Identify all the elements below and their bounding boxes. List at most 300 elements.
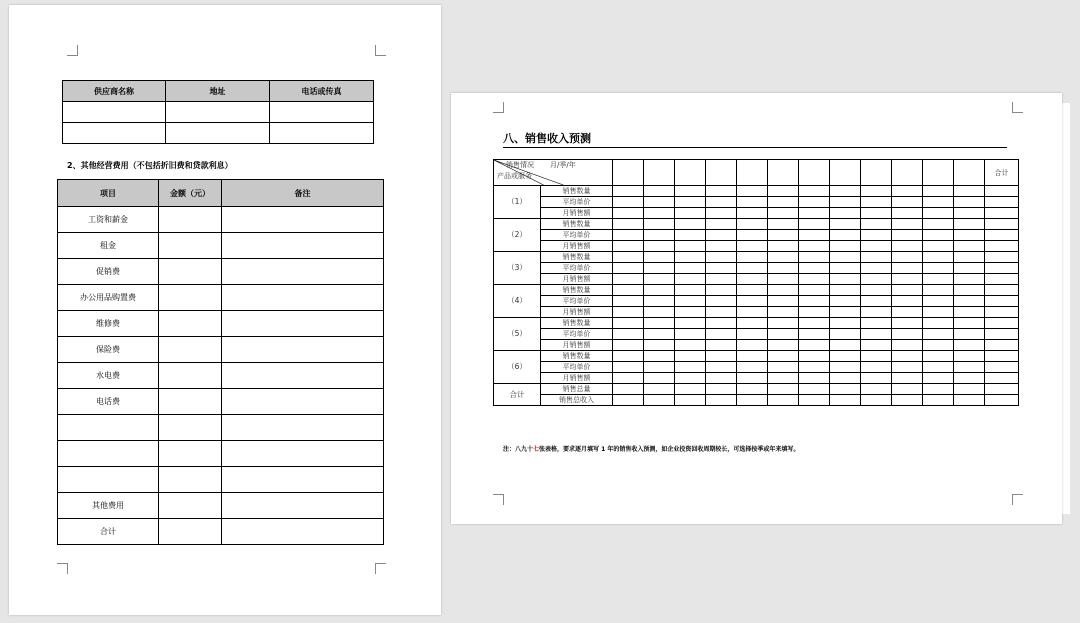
month-value-cell[interactable] [861, 351, 892, 362]
month-value-cell[interactable] [613, 274, 644, 285]
month-value-cell[interactable] [768, 208, 799, 219]
month-value-cell[interactable] [830, 329, 861, 340]
month-value-cell[interactable] [706, 186, 737, 197]
expense-note-cell[interactable] [222, 285, 384, 311]
month-value-cell[interactable] [830, 318, 861, 329]
month-value-cell[interactable] [799, 208, 830, 219]
month-value-cell[interactable] [923, 197, 954, 208]
month-value-cell[interactable] [737, 384, 768, 395]
expense-amount-cell[interactable] [159, 311, 222, 337]
month-value-cell[interactable] [892, 230, 923, 241]
expense-amount-cell[interactable] [159, 363, 222, 389]
month-value-cell[interactable] [768, 318, 799, 329]
expense-note-cell[interactable] [222, 441, 384, 467]
month-value-cell[interactable] [644, 219, 675, 230]
month-value-cell[interactable] [737, 340, 768, 351]
total-cell[interactable] [985, 197, 1019, 208]
month-value-cell[interactable] [799, 263, 830, 274]
month-value-cell[interactable] [923, 362, 954, 373]
total-metric-label: 销售总量 [541, 384, 613, 395]
month-value-cell[interactable] [799, 219, 830, 230]
month-value-cell[interactable] [799, 373, 830, 384]
expense-note-cell[interactable] [222, 389, 384, 415]
month-value-cell[interactable] [737, 318, 768, 329]
month-value-cell[interactable] [613, 219, 644, 230]
month-value-cell[interactable] [861, 263, 892, 274]
expense-amount-cell[interactable] [159, 285, 222, 311]
month-value-cell[interactable] [799, 351, 830, 362]
month-value-cell[interactable] [644, 351, 675, 362]
month-value-cell[interactable] [861, 274, 892, 285]
month-value-cell[interactable] [923, 351, 954, 362]
month-value-cell[interactable] [830, 230, 861, 241]
month-value-cell[interactable] [737, 285, 768, 296]
expense-note-cell[interactable] [222, 467, 384, 493]
month-value-cell[interactable] [706, 274, 737, 285]
expense-amount-cell[interactable] [159, 415, 222, 441]
month-value-cell[interactable] [613, 329, 644, 340]
month-value-cell[interactable] [954, 274, 985, 285]
month-value-cell[interactable] [706, 373, 737, 384]
month-value-cell[interactable] [954, 252, 985, 263]
month-value-cell[interactable] [954, 285, 985, 296]
month-value-cell[interactable] [644, 329, 675, 340]
month-value-cell[interactable] [706, 318, 737, 329]
expense-note-cell[interactable] [222, 415, 384, 441]
total-cell[interactable] [985, 230, 1019, 241]
month-value-cell[interactable] [830, 219, 861, 230]
month-value-cell[interactable] [613, 263, 644, 274]
month-value-cell[interactable] [892, 285, 923, 296]
month-value-cell[interactable] [768, 307, 799, 318]
month-value-cell[interactable] [644, 285, 675, 296]
month-value-cell[interactable] [737, 219, 768, 230]
month-value-cell[interactable] [923, 230, 954, 241]
month-value-cell[interactable] [644, 384, 675, 395]
table-cell[interactable] [63, 102, 166, 123]
month-value-cell[interactable] [830, 307, 861, 318]
total-cell[interactable] [985, 307, 1019, 318]
month-value-cell[interactable] [954, 197, 985, 208]
month-value-cell[interactable] [737, 208, 768, 219]
month-value-cell[interactable] [644, 241, 675, 252]
month-value-cell[interactable] [768, 263, 799, 274]
month-value-cell[interactable] [923, 384, 954, 395]
month-value-cell[interactable] [706, 395, 737, 406]
month-value-cell[interactable] [768, 329, 799, 340]
month-value-cell[interactable] [675, 197, 706, 208]
expense-amount-cell[interactable] [159, 467, 222, 493]
month-value-cell[interactable] [613, 318, 644, 329]
month-value-cell[interactable] [737, 362, 768, 373]
total-cell[interactable] [985, 362, 1019, 373]
month-value-cell[interactable] [954, 395, 985, 406]
month-value-cell[interactable] [737, 373, 768, 384]
month-value-cell[interactable] [861, 230, 892, 241]
month-value-cell[interactable] [644, 373, 675, 384]
month-value-cell[interactable] [613, 373, 644, 384]
month-value-cell[interactable] [954, 351, 985, 362]
total-cell[interactable] [985, 208, 1019, 219]
month-value-cell[interactable] [768, 230, 799, 241]
month-value-cell[interactable] [954, 384, 985, 395]
month-value-cell[interactable] [892, 252, 923, 263]
month-value-cell[interactable] [613, 241, 644, 252]
month-value-cell[interactable] [675, 307, 706, 318]
month-value-cell[interactable] [737, 197, 768, 208]
month-value-cell[interactable] [675, 318, 706, 329]
month-value-cell[interactable] [737, 296, 768, 307]
month-value-cell[interactable] [706, 252, 737, 263]
expense-amount-cell[interactable] [159, 519, 222, 545]
month-value-cell[interactable] [675, 384, 706, 395]
month-value-cell[interactable] [830, 241, 861, 252]
month-value-cell[interactable] [799, 395, 830, 406]
month-value-cell[interactable] [675, 395, 706, 406]
month-value-cell[interactable] [768, 296, 799, 307]
month-value-cell[interactable] [737, 263, 768, 274]
month-value-cell[interactable] [892, 373, 923, 384]
month-value-cell[interactable] [830, 186, 861, 197]
month-value-cell[interactable] [830, 373, 861, 384]
month-value-cell[interactable] [644, 296, 675, 307]
month-value-cell[interactable] [923, 274, 954, 285]
month-value-cell[interactable] [613, 362, 644, 373]
table-cell[interactable] [166, 102, 270, 123]
month-value-cell[interactable] [954, 186, 985, 197]
month-value-cell[interactable] [861, 362, 892, 373]
month-value-cell[interactable] [892, 241, 923, 252]
month-value-cell[interactable] [892, 197, 923, 208]
month-value-cell[interactable] [675, 241, 706, 252]
month-value-cell[interactable] [923, 252, 954, 263]
month-value-cell[interactable] [613, 384, 644, 395]
total-cell[interactable] [985, 241, 1019, 252]
total-cell[interactable] [985, 395, 1019, 406]
month-value-cell[interactable] [737, 241, 768, 252]
expense-amount-cell[interactable] [159, 259, 222, 285]
expense-note-cell[interactable] [222, 259, 384, 285]
month-value-cell[interactable] [644, 362, 675, 373]
month-value-cell[interactable] [644, 197, 675, 208]
month-value-cell[interactable] [675, 373, 706, 384]
month-value-cell[interactable] [737, 230, 768, 241]
month-value-cell[interactable] [861, 373, 892, 384]
total-cell[interactable] [985, 329, 1019, 340]
total-cell[interactable] [985, 219, 1019, 230]
expense-amount-cell[interactable] [159, 207, 222, 233]
month-value-cell[interactable] [861, 318, 892, 329]
month-value-cell[interactable] [892, 329, 923, 340]
month-value-cell[interactable] [644, 186, 675, 197]
total-cell[interactable] [985, 296, 1019, 307]
month-value-cell[interactable] [861, 384, 892, 395]
month-value-cell[interactable] [830, 340, 861, 351]
total-cell[interactable] [985, 263, 1019, 274]
month-value-cell[interactable] [675, 285, 706, 296]
month-value-cell[interactable] [892, 395, 923, 406]
month-value-cell[interactable] [799, 241, 830, 252]
month-value-cell[interactable] [954, 318, 985, 329]
month-value-cell[interactable] [675, 263, 706, 274]
forecast-row [494, 230, 1019, 241]
month-value-cell[interactable] [861, 208, 892, 219]
month-value-cell[interactable] [830, 351, 861, 362]
month-value-cell[interactable] [830, 263, 861, 274]
month-value-cell[interactable] [799, 329, 830, 340]
month-value-cell[interactable] [644, 274, 675, 285]
month-value-cell[interactable] [644, 395, 675, 406]
month-value-cell[interactable] [861, 395, 892, 406]
expense-note-cell[interactable] [222, 311, 384, 337]
margin-mark-top-left [493, 102, 504, 113]
month-value-cell[interactable] [644, 230, 675, 241]
month-value-cell[interactable] [861, 285, 892, 296]
month-value-cell[interactable] [923, 241, 954, 252]
month-value-cell[interactable] [706, 197, 737, 208]
month-value-cell[interactable] [706, 230, 737, 241]
month-value-cell[interactable] [830, 208, 861, 219]
expense-note-cell[interactable] [222, 519, 384, 545]
header-month-quarter-year: 月/季/年 [550, 161, 576, 169]
month-value-cell[interactable] [768, 241, 799, 252]
total-cell[interactable] [985, 351, 1019, 362]
month-value-cell[interactable] [613, 186, 644, 197]
month-value-cell[interactable] [861, 241, 892, 252]
month-value-cell[interactable] [799, 230, 830, 241]
month-value-cell[interactable] [923, 318, 954, 329]
table-cell[interactable] [166, 123, 270, 144]
month-value-cell[interactable] [706, 340, 737, 351]
month-value-cell[interactable] [706, 362, 737, 373]
month-value-cell[interactable] [830, 384, 861, 395]
expense-amount-cell[interactable] [159, 389, 222, 415]
month-value-cell[interactable] [923, 296, 954, 307]
month-value-cell[interactable] [613, 307, 644, 318]
month-value-cell[interactable] [706, 241, 737, 252]
month-value-cell[interactable] [737, 252, 768, 263]
month-value-cell[interactable] [861, 197, 892, 208]
month-value-cell[interactable] [613, 296, 644, 307]
month-value-cell[interactable] [830, 285, 861, 296]
month-value-cell[interactable] [613, 208, 644, 219]
month-value-cell[interactable] [892, 362, 923, 373]
month-value-cell[interactable] [675, 274, 706, 285]
month-value-cell[interactable] [830, 296, 861, 307]
total-cell[interactable] [985, 340, 1019, 351]
month-value-cell[interactable] [892, 274, 923, 285]
month-value-cell[interactable] [923, 395, 954, 406]
expense-note-cell[interactable] [222, 493, 384, 519]
month-value-cell[interactable] [892, 219, 923, 230]
month-value-cell[interactable] [799, 285, 830, 296]
total-cell[interactable] [985, 373, 1019, 384]
month-value-cell[interactable] [613, 351, 644, 362]
month-value-cell[interactable] [768, 351, 799, 362]
month-value-cell[interactable] [799, 362, 830, 373]
table-cell[interactable] [63, 123, 166, 144]
expense-note-cell[interactable] [222, 233, 384, 259]
expense-amount-cell[interactable] [159, 337, 222, 363]
month-value-cell[interactable] [675, 219, 706, 230]
month-value-cell[interactable] [923, 219, 954, 230]
expense-note-cell[interactable] [222, 363, 384, 389]
month-value-cell[interactable] [706, 351, 737, 362]
month-value-cell[interactable] [644, 252, 675, 263]
month-value-cell[interactable] [613, 395, 644, 406]
month-value-cell[interactable] [799, 384, 830, 395]
month-value-cell[interactable] [861, 219, 892, 230]
month-value-cell[interactable] [923, 373, 954, 384]
month-value-cell[interactable] [923, 285, 954, 296]
month-value-cell[interactable] [768, 219, 799, 230]
month-value-cell[interactable] [861, 296, 892, 307]
month-value-cell[interactable] [706, 263, 737, 274]
month-value-cell[interactable] [861, 340, 892, 351]
month-value-cell[interactable] [644, 318, 675, 329]
month-value-cell[interactable] [861, 307, 892, 318]
month-value-cell[interactable] [675, 329, 706, 340]
month-value-cell[interactable] [830, 252, 861, 263]
month-value-cell[interactable] [799, 296, 830, 307]
month-value-cell[interactable] [613, 340, 644, 351]
month-value-cell[interactable] [613, 252, 644, 263]
month-value-cell[interactable] [954, 241, 985, 252]
month-value-cell[interactable] [706, 208, 737, 219]
month-value-cell[interactable] [892, 384, 923, 395]
table-cell[interactable] [270, 102, 374, 123]
month-value-cell[interactable] [706, 329, 737, 340]
month-value-cell[interactable] [954, 329, 985, 340]
month-value-cell[interactable] [768, 252, 799, 263]
expense-amount-cell[interactable] [159, 233, 222, 259]
month-value-cell[interactable] [799, 197, 830, 208]
month-value-cell[interactable] [923, 340, 954, 351]
month-value-cell[interactable] [830, 395, 861, 406]
total-cell[interactable] [985, 186, 1019, 197]
month-value-cell[interactable] [799, 274, 830, 285]
month-value-cell[interactable] [923, 263, 954, 274]
month-value-cell[interactable] [923, 208, 954, 219]
month-value-cell[interactable] [954, 362, 985, 373]
month-value-cell[interactable] [861, 252, 892, 263]
month-value-cell[interactable] [799, 307, 830, 318]
month-value-cell[interactable] [644, 307, 675, 318]
month-value-cell[interactable] [737, 351, 768, 362]
month-value-cell[interactable] [675, 351, 706, 362]
month-value-cell[interactable] [892, 307, 923, 318]
month-value-cell[interactable] [737, 186, 768, 197]
month-value-cell[interactable] [613, 230, 644, 241]
month-value-cell[interactable] [799, 318, 830, 329]
total-cell[interactable] [985, 318, 1019, 329]
total-cell[interactable] [985, 252, 1019, 263]
metric-label: 销售数量 [541, 219, 613, 230]
month-value-cell[interactable] [954, 219, 985, 230]
month-value-cell[interactable] [892, 318, 923, 329]
forecast-row [494, 351, 1019, 362]
month-value-cell[interactable] [799, 340, 830, 351]
month-value-cell[interactable] [892, 263, 923, 274]
expense-note-cell[interactable] [222, 207, 384, 233]
month-value-cell[interactable] [706, 307, 737, 318]
month-value-cell[interactable] [768, 274, 799, 285]
month-value-cell[interactable] [768, 186, 799, 197]
month-value-cell[interactable] [768, 384, 799, 395]
month-value-cell[interactable] [675, 208, 706, 219]
month-value-cell[interactable] [675, 340, 706, 351]
month-value-cell[interactable] [923, 186, 954, 197]
expense-note-cell[interactable] [222, 337, 384, 363]
month-value-cell[interactable] [675, 296, 706, 307]
month-value-cell[interactable] [768, 197, 799, 208]
month-value-cell[interactable] [830, 197, 861, 208]
month-value-cell[interactable] [954, 208, 985, 219]
month-value-cell[interactable] [706, 285, 737, 296]
month-value-cell[interactable] [613, 197, 644, 208]
month-value-cell[interactable] [923, 307, 954, 318]
month-value-cell[interactable] [613, 285, 644, 296]
month-value-cell[interactable] [954, 307, 985, 318]
month-value-cell[interactable] [954, 230, 985, 241]
metric-label: 月销售额 [541, 307, 613, 318]
month-value-cell[interactable] [954, 340, 985, 351]
month-value-cell[interactable] [675, 252, 706, 263]
expense-amount-cell[interactable] [159, 493, 222, 519]
month-value-cell[interactable] [861, 186, 892, 197]
month-value-cell[interactable] [737, 307, 768, 318]
month-value-cell[interactable] [892, 351, 923, 362]
month-value-cell[interactable] [675, 186, 706, 197]
month-value-cell[interactable] [768, 285, 799, 296]
month-value-cell[interactable] [892, 340, 923, 351]
month-value-cell[interactable] [768, 373, 799, 384]
month-value-cell[interactable] [737, 395, 768, 406]
month-value-cell[interactable] [954, 373, 985, 384]
month-value-cell[interactable] [768, 340, 799, 351]
month-value-cell[interactable] [861, 329, 892, 340]
month-value-cell[interactable] [644, 340, 675, 351]
month-value-cell[interactable] [892, 296, 923, 307]
month-value-cell[interactable] [644, 263, 675, 274]
month-value-cell[interactable] [706, 296, 737, 307]
month-value-cell[interactable] [737, 329, 768, 340]
month-value-cell[interactable] [768, 395, 799, 406]
month-value-cell[interactable] [675, 362, 706, 373]
month-value-cell[interactable] [768, 362, 799, 373]
month-value-cell[interactable] [954, 296, 985, 307]
month-header-cell [861, 160, 892, 186]
expense-amount-cell[interactable] [159, 441, 222, 467]
month-value-cell[interactable] [799, 252, 830, 263]
month-value-cell[interactable] [675, 230, 706, 241]
month-value-cell[interactable] [706, 219, 737, 230]
month-value-cell[interactable] [644, 208, 675, 219]
month-value-cell[interactable] [737, 274, 768, 285]
month-value-cell[interactable] [923, 329, 954, 340]
total-cell[interactable] [985, 384, 1019, 395]
total-cell[interactable] [985, 274, 1019, 285]
month-value-cell[interactable] [799, 186, 830, 197]
month-value-cell[interactable] [830, 274, 861, 285]
month-value-cell[interactable] [892, 186, 923, 197]
total-cell[interactable] [985, 285, 1019, 296]
month-value-cell[interactable] [830, 362, 861, 373]
table-cell[interactable] [270, 123, 374, 144]
month-value-cell[interactable] [706, 384, 737, 395]
month-value-cell[interactable] [954, 263, 985, 274]
month-value-cell[interactable] [892, 208, 923, 219]
